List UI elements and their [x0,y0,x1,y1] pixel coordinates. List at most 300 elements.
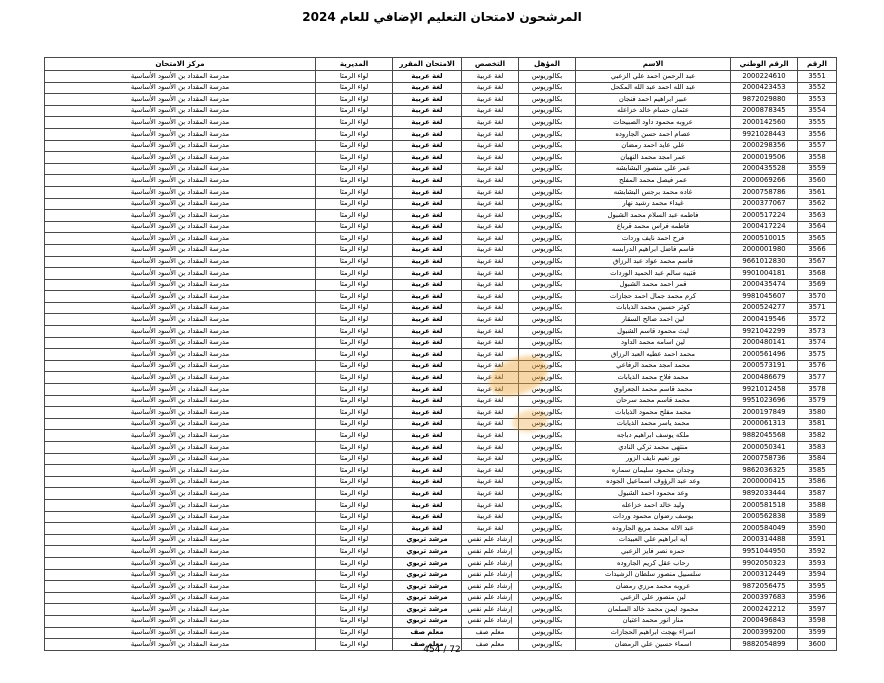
cell-exam: لغة عربية [393,268,462,280]
cell-id: 2000312449 [731,569,798,581]
cell-directorate: لواء الرمثا [316,186,393,198]
cell-directorate: لواء الرمثا [316,627,393,639]
cell-qualification: بكالوريوس [519,476,576,488]
table-row [45,221,837,233]
cell-center: مدرسة المقداد بن الأسود الأساسية [45,210,316,222]
column-header-name: الاسم [576,58,731,71]
cell-id: 2000397683 [731,592,798,604]
cell-directorate: لواء الرمثا [316,314,393,326]
cell-name: وجدان محمود سليمان سماره [576,465,731,477]
cell-num: 3581 [798,418,837,430]
cell-exam: لغة عربية [393,152,462,164]
cell-spec: لغة عربية [462,256,519,268]
cell-qualification: بكالوريوس [519,302,576,314]
cell-num: 3584 [798,453,837,465]
cell-exam: لغة عربية [393,442,462,454]
cell-qualification: بكالوريوس [519,268,576,280]
cell-id: 2000435528 [731,163,798,175]
cell-id: 9882054899 [731,639,798,651]
cell-directorate: لواء الرمثا [316,499,393,511]
cell-spec: لغة عربية [462,499,519,511]
cell-directorate: لواء الرمثا [316,175,393,187]
cell-num: 3590 [798,523,837,535]
cell-qualification: بكالوريوس [519,453,576,465]
cell-directorate: لواء الرمثا [316,128,393,140]
cell-qualification: بكالوريوس [519,233,576,245]
cell-exam: معلم صف [393,639,462,651]
cell-center: مدرسة المقداد بن الأسود الأساسية [45,557,316,569]
cell-qualification: بكالوريوس [519,128,576,140]
cell-name: محمد قاسم محمد سرحان [576,395,731,407]
cell-name: عثمان حسام خالد خزاعله [576,105,731,117]
cell-id: 2000581518 [731,499,798,511]
cell-num: 3600 [798,639,837,651]
cell-spec: لغة عربية [462,71,519,83]
table-row [45,615,837,627]
cell-directorate: لواء الرمثا [316,407,393,419]
cell-num: 3579 [798,395,837,407]
column-header-center: مركز الامتحان [45,58,316,71]
table-row [45,372,837,384]
cell-id: 2000480141 [731,337,798,349]
cell-name: عبد الرحمن احمد علي الزعبي [576,71,731,83]
cell-spec: لغة عربية [462,163,519,175]
cell-name: وعد عبد الرؤوف اسماعيل الجوده [576,476,731,488]
cell-directorate: لواء الرمثا [316,326,393,338]
cell-qualification: بكالوريوس [519,592,576,604]
cell-directorate: لواء الرمثا [316,465,393,477]
cell-qualification: بكالوريوس [519,105,576,117]
cell-directorate: لواء الرمثا [316,244,393,256]
cell-exam: لغة عربية [393,360,462,372]
cell-spec: لغة عربية [462,453,519,465]
cell-center: مدرسة المقداد بن الأسود الأساسية [45,372,316,384]
table-row [45,105,837,117]
cell-spec: إرشاد علم نفس [462,604,519,616]
cell-qualification: بكالوريوس [519,349,576,361]
cell-id: 9921028443 [731,128,798,140]
cell-spec: لغة عربية [462,349,519,361]
cell-exam: لغة عربية [393,105,462,117]
cell-id: 2000419546 [731,314,798,326]
cell-center: مدرسة المقداد بن الأسود الأساسية [45,105,316,117]
cell-qualification: بكالوريوس [519,430,576,442]
cell-id: 9951023696 [731,395,798,407]
cell-id: 2000510015 [731,233,798,245]
cell-num: 3577 [798,372,837,384]
cell-name: نور نعيم نايف الزور [576,453,731,465]
cell-num: 3555 [798,117,837,129]
cell-exam: لغة عربية [393,175,462,187]
table-row [45,604,837,616]
cell-exam: لغة عربية [393,128,462,140]
cell-directorate: لواء الرمثا [316,152,393,164]
cell-directorate: لواء الرمثا [316,163,393,175]
cell-qualification: بكالوريوس [519,244,576,256]
page-title: المرشحون لامتحان التعليم الإضافي للعام 2024 [302,10,582,24]
cell-name: قاسم فاضل ابراهيم الدرابسه [576,244,731,256]
table-row [45,198,837,210]
cell-exam: لغة عربية [393,117,462,129]
cell-num: 3586 [798,476,837,488]
cell-id: 9661012830 [731,256,798,268]
cell-num: 3596 [798,592,837,604]
cell-id: 2000496843 [731,615,798,627]
table-row [45,384,837,396]
cell-spec: معلم صف [462,627,519,639]
cell-qualification: بكالوريوس [519,117,576,129]
cell-qualification: بكالوريوس [519,198,576,210]
cell-num: 3580 [798,407,837,419]
cell-spec: لغة عربية [462,523,519,535]
cell-exam: لغة عربية [393,302,462,314]
cell-num: 3569 [798,279,837,291]
cell-id: 2000050341 [731,442,798,454]
cell-center: مدرسة المقداد بن الأسود الأساسية [45,476,316,488]
cell-qualification: بكالوريوس [519,488,576,500]
cell-qualification: بكالوريوس [519,221,576,233]
cell-num: 3595 [798,581,837,593]
cell-id: 2000878345 [731,105,798,117]
cell-name: رحاب عقل كريم الجاروده [576,557,731,569]
cell-id: 9981045607 [731,291,798,303]
cell-directorate: لواء الرمثا [316,94,393,106]
column-header-spec: التخصص [462,58,519,71]
cell-num: 3589 [798,511,837,523]
cell-directorate: لواء الرمثا [316,291,393,303]
cell-directorate: لواء الرمثا [316,302,393,314]
cell-exam: لغة عربية [393,418,462,430]
cell-directorate: لواء الرمثا [316,511,393,523]
cell-directorate: لواء الرمثا [316,198,393,210]
cell-directorate: لواء الرمثا [316,453,393,465]
cell-spec: لغة عربية [462,430,519,442]
cell-exam: لغة عربية [393,337,462,349]
table-row [45,117,837,129]
cell-name: ملكه يوسف ابراهيم دباجه [576,430,731,442]
cell-directorate: لواء الرمثا [316,256,393,268]
cell-center: مدرسة المقداد بن الأسود الأساسية [45,430,316,442]
table-row [45,430,837,442]
cell-directorate: لواء الرمثا [316,604,393,616]
cell-center: مدرسة المقداد بن الأسود الأساسية [45,349,316,361]
table-row [45,349,837,361]
cell-exam: مرشد تربوي [393,557,462,569]
table-body [45,71,837,651]
cell-exam: مرشد تربوي [393,604,462,616]
table-row [45,256,837,268]
cell-id: 2000584049 [731,523,798,535]
table-row [45,534,837,546]
cell-center: مدرسة المقداد بن الأسود الأساسية [45,152,316,164]
cell-exam: لغة عربية [393,326,462,338]
cell-name: محمد ياسر محمد الذيابات [576,418,731,430]
cell-exam: لغة عربية [393,499,462,511]
candidates-table [44,57,837,651]
cell-spec: لغة عربية [462,233,519,245]
table-row [45,476,837,488]
cell-id: 2000423453 [731,82,798,94]
cell-directorate: لواء الرمثا [316,210,393,222]
cell-exam: لغة عربية [393,198,462,210]
cell-spec: لغة عربية [462,372,519,384]
cell-exam: لغة عربية [393,488,462,500]
cell-name: عمر امجد محمد النهيان [576,152,731,164]
cell-directorate: لواء الرمثا [316,117,393,129]
cell-qualification: بكالوريوس [519,256,576,268]
cell-num: 3561 [798,186,837,198]
cell-center: مدرسة المقداد بن الأسود الأساسية [45,140,316,152]
cell-exam: لغة عربية [393,395,462,407]
cell-qualification: بكالوريوس [519,581,576,593]
cell-center: مدرسة المقداد بن الأسود الأساسية [45,337,316,349]
cell-spec: لغة عربية [462,210,519,222]
cell-qualification: بكالوريوس [519,372,576,384]
column-header-exam: الامتحان المقرر [393,58,462,71]
cell-num: 3556 [798,128,837,140]
cell-qualification: بكالوريوس [519,326,576,338]
cell-spec: لغة عربية [462,326,519,338]
cell-num: 3587 [798,488,837,500]
cell-exam: مرشد تربوي [393,581,462,593]
column-header-id: الرقم الوطني [731,58,798,71]
cell-exam: لغة عربية [393,186,462,198]
cell-id: 9872029880 [731,94,798,106]
table-row [45,175,837,187]
cell-spec: إرشاد علم نفس [462,534,519,546]
cell-exam: لغة عربية [393,349,462,361]
cell-directorate: لواء الرمثا [316,488,393,500]
cell-spec: لغة عربية [462,360,519,372]
cell-name: كرم محمد جمال احمد حجازات [576,291,731,303]
cell-qualification: بكالوريوس [519,523,576,535]
cell-id: 2000142560 [731,117,798,129]
cell-directorate: لواء الرمثا [316,534,393,546]
cell-qualification: بكالوريوس [519,71,576,83]
cell-name: اسماء حسين علي الرمضان [576,639,731,651]
table-row [45,360,837,372]
cell-name: حمزه نصر فايز الزعبي [576,546,731,558]
cell-exam: لغة عربية [393,244,462,256]
cell-exam: لغة عربية [393,407,462,419]
cell-id: 2000573191 [731,360,798,372]
cell-qualification: بكالوريوس [519,210,576,222]
cell-id: 2000069266 [731,175,798,187]
cell-spec: لغة عربية [462,488,519,500]
cell-exam: لغة عربية [393,94,462,106]
cell-num: 3583 [798,442,837,454]
cell-center: مدرسة المقداد بن الأسود الأساسية [45,453,316,465]
cell-directorate: لواء الرمثا [316,384,393,396]
cell-num: 3554 [798,105,837,117]
cell-directorate: لواء الرمثا [316,105,393,117]
cell-name: عمر فيصل محمد المفلح [576,175,731,187]
cell-spec: لغة عربية [462,407,519,419]
cell-spec: معلم صف [462,639,519,651]
table-row [45,94,837,106]
table-row [45,268,837,280]
cell-directorate: لواء الرمثا [316,569,393,581]
cell-center: مدرسة المقداد بن الأسود الأساسية [45,384,316,396]
cell-exam: معلم صف [393,627,462,639]
cell-id: 9951044950 [731,546,798,558]
cell-num: 3574 [798,337,837,349]
cell-center: مدرسة المقداد بن الأسود الأساسية [45,163,316,175]
cell-exam: لغة عربية [393,140,462,152]
cell-qualification: بكالوريوس [519,163,576,175]
cell-name: قمر احمد محمد الشبول [576,279,731,291]
column-header-directorate: المديرية [316,58,393,71]
table-row [45,71,837,83]
cell-spec: لغة عربية [462,395,519,407]
cell-directorate: لواء الرمثا [316,581,393,593]
cell-directorate: لواء الرمثا [316,268,393,280]
table-row [45,407,837,419]
cell-center: مدرسة المقداد بن الأسود الأساسية [45,639,316,651]
cell-num: 3557 [798,140,837,152]
cell-exam: مرشد تربوي [393,615,462,627]
cell-center: مدرسة المقداد بن الأسود الأساسية [45,592,316,604]
cell-name: قاسم محمد عواد عبد الرزاق [576,256,731,268]
cell-num: 3585 [798,465,837,477]
cell-qualification: بكالوريوس [519,94,576,106]
cell-center: مدرسة المقداد بن الأسود الأساسية [45,499,316,511]
cell-qualification: بكالوريوس [519,557,576,569]
cell-num: 3560 [798,175,837,187]
cell-qualification: بكالوريوس [519,569,576,581]
cell-id: 2000298356 [731,140,798,152]
cell-center: مدرسة المقداد بن الأسود الأساسية [45,326,316,338]
cell-center: مدرسة المقداد بن الأسود الأساسية [45,256,316,268]
cell-exam: لغة عربية [393,233,462,245]
cell-id: 2000061313 [731,418,798,430]
cell-directorate: لواء الرمثا [316,395,393,407]
cell-exam: لغة عربية [393,221,462,233]
cell-exam: لغة عربية [393,372,462,384]
cell-spec: لغة عربية [462,221,519,233]
cell-qualification: بكالوريوس [519,442,576,454]
cell-num: 3558 [798,152,837,164]
cell-center: مدرسة المقداد بن الأسود الأساسية [45,569,316,581]
cell-id: 2000000415 [731,476,798,488]
cell-spec: لغة عربية [462,279,519,291]
table-row [45,557,837,569]
cell-qualification: بكالوريوس [519,534,576,546]
cell-center: مدرسة المقداد بن الأسود الأساسية [45,615,316,627]
cell-qualification: بكالوريوس [519,186,576,198]
column-header-qualification: المؤهل [519,58,576,71]
cell-name: يوسف رضوان محمود وردات [576,511,731,523]
cell-exam: مرشد تربوي [393,569,462,581]
cell-directorate: لواء الرمثا [316,279,393,291]
cell-spec: لغة عربية [462,511,519,523]
cell-directorate: لواء الرمثا [316,418,393,430]
cell-center: مدرسة المقداد بن الأسود الأساسية [45,488,316,500]
cell-name: منتهى محمد تركي النادي [576,442,731,454]
table-row [45,453,837,465]
cell-center: مدرسة المقداد بن الأسود الأساسية [45,198,316,210]
cell-num: 3567 [798,256,837,268]
cell-spec: لغة عربية [462,465,519,477]
cell-name: فرح احمد نايف وردات [576,233,731,245]
table-row [45,186,837,198]
table-row [45,465,837,477]
cell-spec: لغة عربية [462,140,519,152]
cell-exam: لغة عربية [393,465,462,477]
cell-center: مدرسة المقداد بن الأسود الأساسية [45,523,316,535]
cell-directorate: لواء الرمثا [316,615,393,627]
cell-name: عبد الله احمد عبد الله المكحل [576,82,731,94]
cell-qualification: بكالوريوس [519,337,576,349]
cell-id: 2000197849 [731,407,798,419]
cell-spec: إرشاد علم نفس [462,546,519,558]
cell-id: 2000758736 [731,453,798,465]
cell-qualification: بكالوريوس [519,152,576,164]
cell-id: 2000435474 [731,279,798,291]
cell-name: وعد محمود احمد الشبول [576,488,731,500]
cell-num: 3582 [798,430,837,442]
cell-name: غيداء محمد رشيد نهار [576,198,731,210]
cell-directorate: لواء الرمثا [316,523,393,535]
cell-spec: لغة عربية [462,186,519,198]
cell-center: مدرسة المقداد بن الأسود الأساسية [45,418,316,430]
table-row [45,279,837,291]
cell-qualification: بكالوريوس [519,360,576,372]
cell-name: قتيبه سالم عبد الحميد الوردات [576,268,731,280]
cell-center: مدرسة المقداد بن الأسود الأساسية [45,360,316,372]
cell-qualification: بكالوريوس [519,291,576,303]
cell-exam: مرشد تربوي [393,534,462,546]
cell-exam: لغة عربية [393,430,462,442]
cell-exam: لغة عربية [393,511,462,523]
cell-id: 2000001980 [731,244,798,256]
cell-directorate: لواء الرمثا [316,221,393,233]
table-row [45,442,837,454]
table-row [45,140,837,152]
cell-spec: لغة عربية [462,128,519,140]
cell-center: مدرسة المقداد بن الأسود الأساسية [45,395,316,407]
cell-id: 9882045568 [731,430,798,442]
cell-name: غاده محمد برجس البشابشه [576,186,731,198]
cell-exam: لغة عربية [393,314,462,326]
cell-num: 3593 [798,557,837,569]
cell-name: عروبه محمد مرزي رمضان [576,581,731,593]
cell-center: مدرسة المقداد بن الأسود الأساسية [45,94,316,106]
cell-directorate: لواء الرمثا [316,372,393,384]
cell-name: محمود ايمن محمد خالد السلمان [576,604,731,616]
cell-id: 9862036325 [731,465,798,477]
cell-id: 2000314488 [731,534,798,546]
cell-name: اسراء بهجت ابراهيم الحجازات [576,627,731,639]
table-row [45,418,837,430]
table-row [45,395,837,407]
cell-directorate: لواء الرمثا [316,546,393,558]
cell-name: عصام احمد حسن الجاروده [576,128,731,140]
cell-qualification: بكالوريوس [519,384,576,396]
cell-num: 3597 [798,604,837,616]
cell-spec: لغة عربية [462,384,519,396]
table-row [45,523,837,535]
cell-center: مدرسة المقداد بن الأسود الأساسية [45,442,316,454]
cell-exam: لغة عربية [393,523,462,535]
cell-name: فاطمه عبد السلام محمد الشبول [576,210,731,222]
table-row [45,152,837,164]
table-row [45,488,837,500]
cell-num: 3576 [798,360,837,372]
cell-spec: لغة عربية [462,476,519,488]
cell-qualification: بكالوريوس [519,407,576,419]
cell-directorate: لواء الرمثا [316,82,393,94]
